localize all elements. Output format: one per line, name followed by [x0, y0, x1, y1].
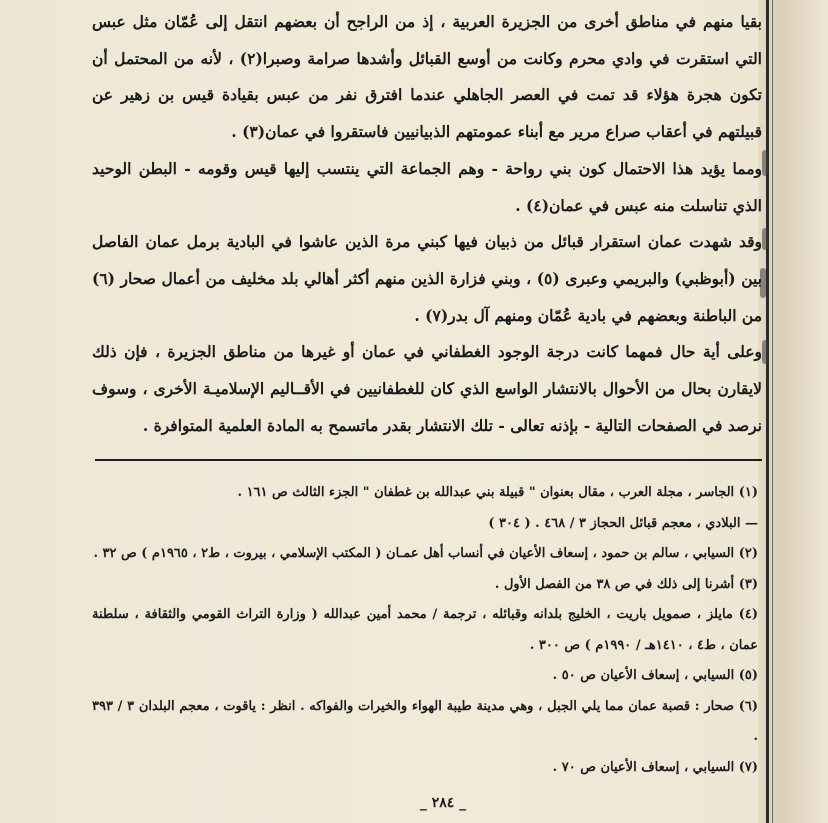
- footnote: (٢) السيابي ، سالم بن حمود ، إسعاف الأعيان في أنساب أهل عمـان ( المكتب الإسلامي ، بيروت ، ط٢ ، ١٩٦٥م ) ص ٣٢ .: [93, 546, 758, 561]
- scan-mark: [762, 150, 768, 176]
- page-number: _ ٢٨٤ _: [419, 795, 467, 811]
- paragraph: ومما يؤيد هذا الاحتمال كون بني رواحة - وهم الجماعة التي ينتسب إليها قيس وقومه - البطن الوحيد الذي تناسلت منه عبس في عمان(٤) .: [92, 158, 762, 215]
- scan-mark: [762, 228, 768, 250]
- paragraph: وقد شهدت عمان استقرار قبائل من ذبيان فيها كبني مرة الذين عاشوا في البادية برمل عمان الفاصل بين (أبوظبي) والبريمي وعبرى (٥) ، وبني فزارة الذين منهم أكثر أهالي بلد مخليف من أعمال صحار (٦) من الباطنة وبعضهم في بادية عُمّان ومنهم آل بدر(٧) .: [92, 232, 762, 325]
- footnote: (٥) السيابي ، إسعاف الأعيان ص ٥٠ .: [552, 668, 758, 683]
- scan-mark: [762, 340, 768, 364]
- footnotes: [92, 478, 758, 783]
- footnote-divider: [95, 459, 762, 461]
- binding-line: [766, 0, 769, 823]
- paragraph: بقيا منهم في مناطق أخرى من الجزيرة العربية ، إذ من الراجح أن بعضهم انتقل إلى عُمّان مثل عبس التي استقرت في وادي محرم وكانت من أوسع القبائل وأشدها صرامة وصبرا(٢) ، لأنه من المحتمل أن تكون هجرة هؤلاء قد تمت في العصر الجاهلي عندما افترق نفر من عبس بقيادة قيس بن زهير عن قبيلتهم في أعقاب صراع مرير مع أبناء عمومتهم الذبيانيين فاستقروا في عمان(٣) .: [92, 12, 762, 142]
- footnote: — البلادي ، معجم قبائل الحجاز ٣ / ٤٦٨ . ( ٣٠٤ ): [488, 515, 758, 531]
- footnote: (١) الجاسر ، مجلة العرب ، مقال بعنوان " قبيلة بني عبدالله بن غطفان " الجزء الثالث ص ١٦١ .: [237, 485, 758, 500]
- binding-line-thin: [772, 0, 773, 823]
- footnote: (٧) السيابي ، إسعاف الأعيان ص ٧٠ .: [552, 759, 758, 775]
- paragraph: وعلى أية حال فمهما كانت درجة الوجود الغطفاني في عمان أو غيرها من مناطق الجزيرة ، فإن ذلك لايقارن بحال من الأحوال بالانتشار الواسع الذي كان للغطفانيين في الأقــاليم الإسلاميـة الأخرى ، وسوف نرصد في الصفحات التالية - بإذنه تعالى - تلك الانتشار بقدر ماتسمح به المادة العلمية المتوافرة .: [92, 342, 762, 435]
- main-text: [92, 4, 762, 444]
- footnote: (٤) مايلز ، صمويل باريت ، الخليج بلدانه وقبائله ، ترجمة / محمد أمين عبدالله ( وزارة التراث القومي والثقافة ، سلطنة عمان ، ط٤ ، ١٤١٠هـ / ١٩٩٠م ) ص ٣٠٠ .: [92, 607, 758, 653]
- footnote: (٦) صحار : قصبة عمان مما يلي الجبل ، وهي مدينة طيبة الهواء والخيرات والفواكه . انظر : ياقوت ، معجم البلدان ٣ / ٣٩٣ .: [92, 698, 758, 744]
- footnote: (٣) أشرنا إلى ذلك في ص ٣٨ من الفصل الأول .: [494, 576, 758, 592]
